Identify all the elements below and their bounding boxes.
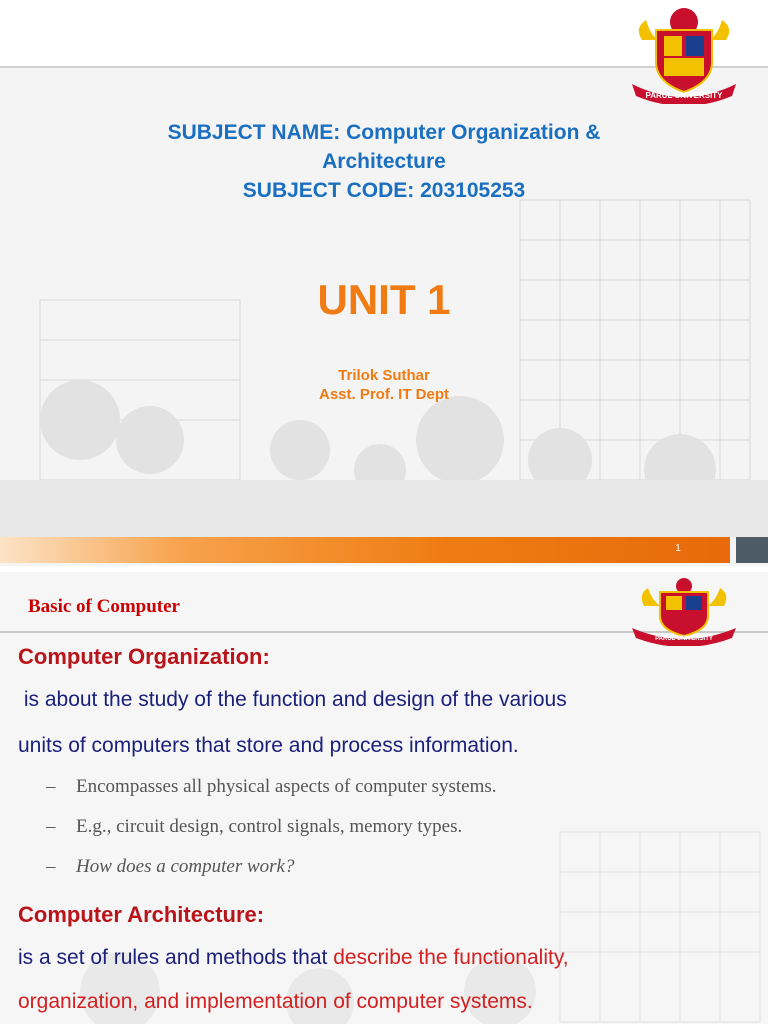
slide-heading: Basic of Computer [28,596,180,617]
bullet-dash: – [46,816,56,837]
organization-description-line2: units of computers that store and process information. [18,734,519,757]
architecture-description-line2: organization, and implementation of computer systems. [18,990,533,1013]
architecture-description-line1 [18,946,569,970]
author-info [0,366,768,404]
bullet-dash: – [46,856,56,877]
logo-text: PARUL UNIVERSITY [655,636,713,642]
author-name: Trilok Suthar [338,367,430,384]
bullet-item [46,816,462,838]
architecture-text-blue: is a set of rules and methods that [18,946,334,969]
subject-name-line1: SUBJECT NAME: Computer Organization & [167,121,601,144]
page-number: 1 [675,543,681,554]
bullet-item [46,856,294,878]
computer-organization-heading: Computer Organization: [18,644,270,669]
subject-info [0,118,768,205]
footer-bar [0,537,730,563]
logo-text: PARUL UNIVERSITY [645,91,723,100]
bullet-item [46,776,497,798]
bullet-text: Encompasses all physical aspects of computer systems. [76,776,497,797]
bullet-text: E.g., circuit design, control signals, memory types. [76,816,463,837]
unit-title: UNIT 1 [317,276,451,323]
content-slide [0,572,768,1024]
architecture-text-red: describe the functionality, [333,946,569,969]
parul-university-logo-icon [624,576,744,646]
footer-square [736,537,768,563]
subject-code: SUBJECT CODE: 203105253 [242,179,526,202]
bullet-dash: – [46,776,56,797]
parul-university-logo-icon [624,0,744,104]
computer-architecture-heading: Computer Architecture: [18,902,265,927]
organization-description-line1: is about the study of the function and design of the various [18,688,567,711]
subject-name-line2: Architecture [322,150,446,173]
author-title: Asst. Prof. IT Dept [318,386,449,403]
bullet-text: How does a computer work? [76,856,295,877]
